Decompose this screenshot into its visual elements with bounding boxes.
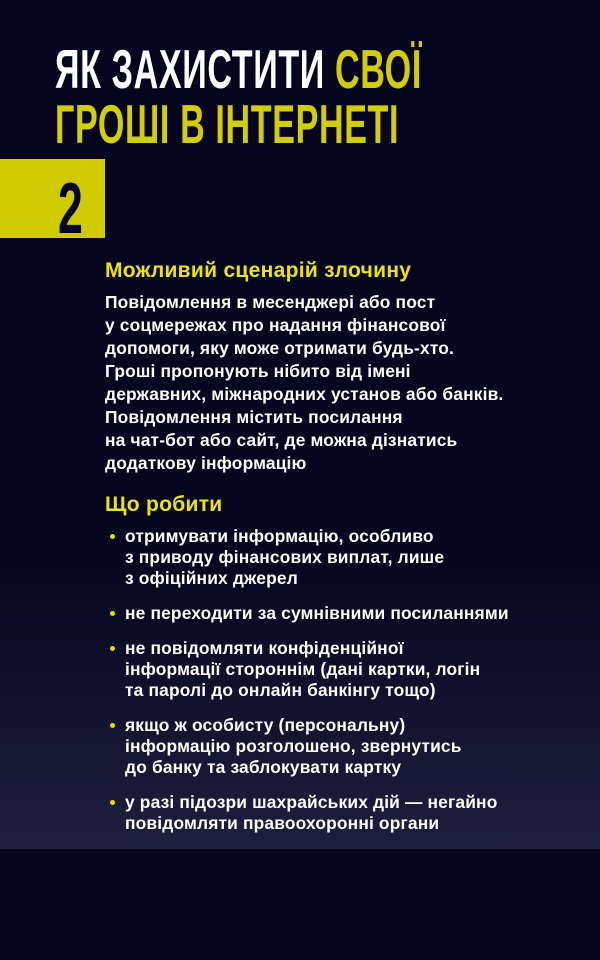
action-line: якщо ж особисту (персональну) bbox=[125, 715, 406, 735]
action-line: та паролі до онлайн банкінгу тощо) bbox=[125, 680, 436, 700]
footer bbox=[0, 849, 600, 960]
scenario-text bbox=[105, 291, 585, 475]
action-item bbox=[105, 603, 585, 624]
action-line: не переходити за сумнівними посиланнями bbox=[125, 603, 509, 623]
action-line: інформацію розголошено, звернутись bbox=[125, 736, 462, 756]
section-number-badge bbox=[0, 159, 105, 238]
action-line: отримувати інформацію, особливо bbox=[125, 526, 434, 546]
title-line-1 bbox=[55, 38, 422, 100]
action-item bbox=[105, 715, 585, 778]
action-line: з приводу фінансових виплат, лише bbox=[125, 547, 445, 567]
action-line: у разі підозри шахрайських дій — негайно bbox=[125, 792, 498, 812]
title-line-2: ГРОШІ В ІНТЕРНЕТІ bbox=[55, 93, 400, 155]
scenario-heading: Можливий сценарій злочину bbox=[105, 259, 412, 282]
bullet-dot-icon bbox=[110, 611, 115, 616]
section-number: 2 bbox=[58, 169, 83, 238]
scenario-line: державних, міжнародних установ або банків. bbox=[105, 384, 504, 404]
bullet-dot-icon bbox=[110, 646, 115, 651]
scenario-line: на чат-бот або сайт, де можна дізнатись bbox=[105, 430, 458, 450]
scenario-line: Повідомлення містить посилання bbox=[105, 407, 403, 427]
page-title bbox=[55, 38, 422, 155]
content bbox=[105, 257, 585, 848]
title-white-part: ЯК ЗАХИСТИТИ bbox=[55, 38, 336, 100]
action-item bbox=[105, 638, 585, 701]
scenario-line: Повідомлення в месенджері або пост bbox=[105, 292, 436, 312]
action-line: повідомляти правоохоронні органи bbox=[125, 813, 440, 833]
scenario-line: Гроші пропонують нібито від імені bbox=[105, 361, 411, 381]
scenario-line: у соцмережах про надання фінансової bbox=[105, 315, 446, 335]
bullet-dot-icon bbox=[110, 534, 115, 539]
actions-heading: Що робити bbox=[105, 493, 223, 516]
scenario-line: додаткову інформацію bbox=[105, 453, 307, 473]
action-item bbox=[105, 526, 585, 589]
actions-list bbox=[105, 526, 585, 834]
bullet-dot-icon bbox=[110, 723, 115, 728]
action-item bbox=[105, 792, 585, 834]
action-line: до банку та заблокувати картку bbox=[125, 757, 402, 777]
action-line: з офіційних джерел bbox=[125, 568, 298, 588]
scenario-line: допомоги, яку може отримати будь-хто. bbox=[105, 338, 455, 358]
bullet-dot-icon bbox=[110, 800, 115, 805]
action-line: не повідомляти конфіденційної bbox=[125, 638, 404, 658]
action-line: інформації стороннім (дані картки, логін bbox=[125, 659, 481, 679]
title-yellow-part: СВОЇ bbox=[335, 38, 422, 100]
